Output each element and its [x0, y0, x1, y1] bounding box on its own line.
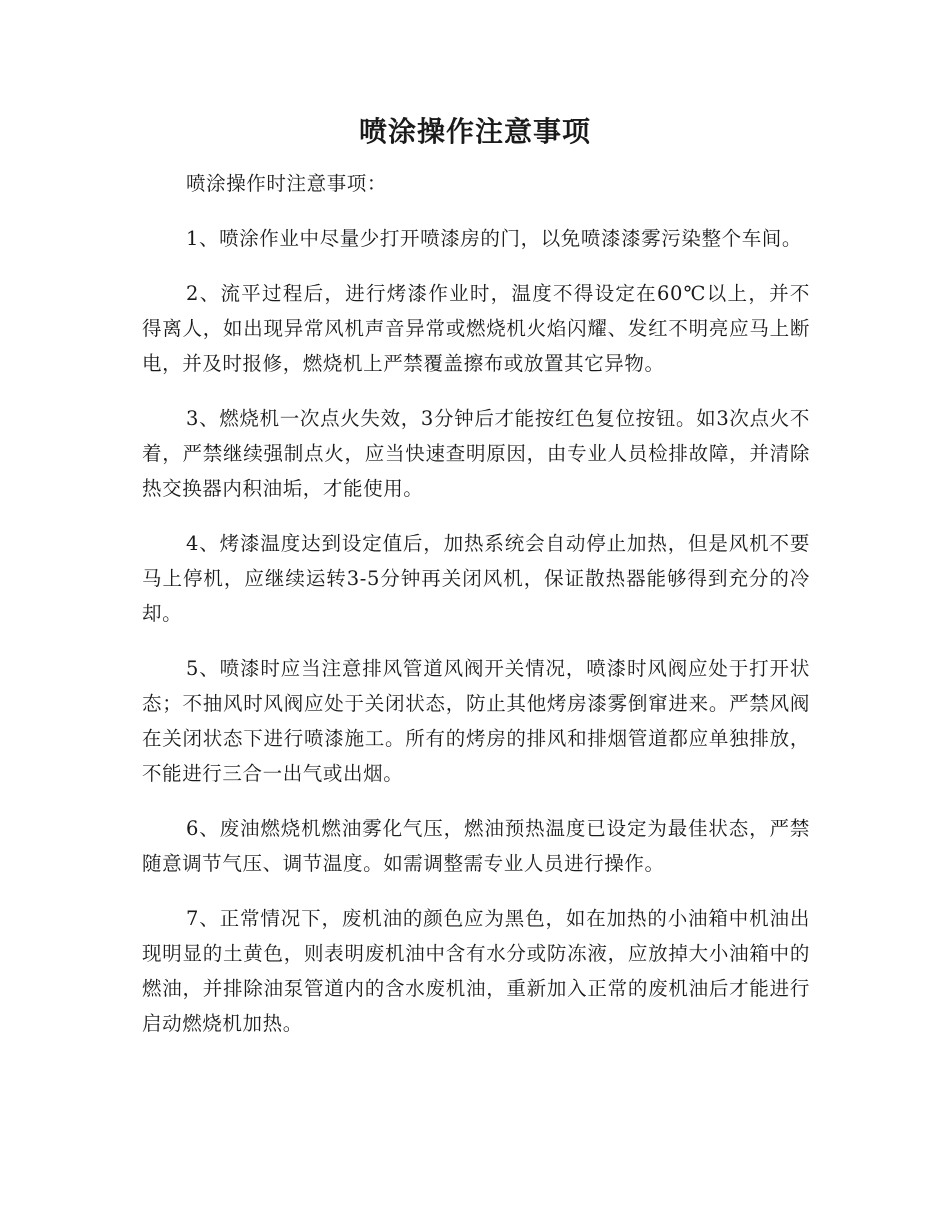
- item-paragraph-2: 2、流平过程后，进行烤漆作业时，温度不得设定在60℃以上，并不得离人，如出现异常风机声音异常或燃烧机火焰闪耀、发红不明亮应马上断电，并及时报修，燃烧机上严禁覆盖擦布或放置其它异物。: [142, 282, 810, 375]
- item-paragraph-6: 6、废油燃烧机燃油雾化气压，燃油预热温度已设定为最佳状态，严禁随意调节气压、调节温度。如需调整需专业人员进行操作。: [142, 817, 810, 875]
- document-title: 喷涂操作注意事项: [358, 115, 591, 148]
- item-paragraph-7: 7、正常情况下，废机油的颜色应为黑色，如在加热的小油箱中机油出现明显的土黄色，则表明废机油中含有水分或防冻液，应放掉大小油箱中的燃油，并排除油泵管道内的含水废机油，重新加入正常的废机油后才能进行启动燃烧机加热。: [142, 907, 810, 1035]
- document-body: [142, 166, 810, 1061]
- item-paragraph-4: 4、烤漆温度达到设定值后，加热系统会自动停止加热，但是风机不要马上停机，应继续运转3-5分钟再关闭风机，保证散热器能够得到充分的冷却。: [142, 532, 810, 625]
- item-paragraph-3: 3、燃烧机一次点火失效，3分钟后才能按红色复位按钮。如3次点火不着，严禁继续强制点火，应当快速查明原因，由专业人员检排故障，并清除热交换器内积油垢，才能使用。: [142, 407, 810, 500]
- intro-paragraph: 喷涂操作时注意事项：: [186, 172, 388, 195]
- item-paragraph-5: 5、喷漆时应当注意排风管道风阀开关情况，喷漆时风阀应处于打开状态；不抽风时风阀应处于关闭状态，防止其他烤房漆雾倒窜进来。严禁风阀在关闭状态下进行喷漆施工。所有的烤房的排风和排烟管道都应单独排放，不能进行三合一出气或出烟。: [142, 657, 810, 785]
- item-paragraph-1: 1、喷涂作业中尽量少打开喷漆房的门，以免喷漆漆雾污染整个车间。: [186, 227, 803, 250]
